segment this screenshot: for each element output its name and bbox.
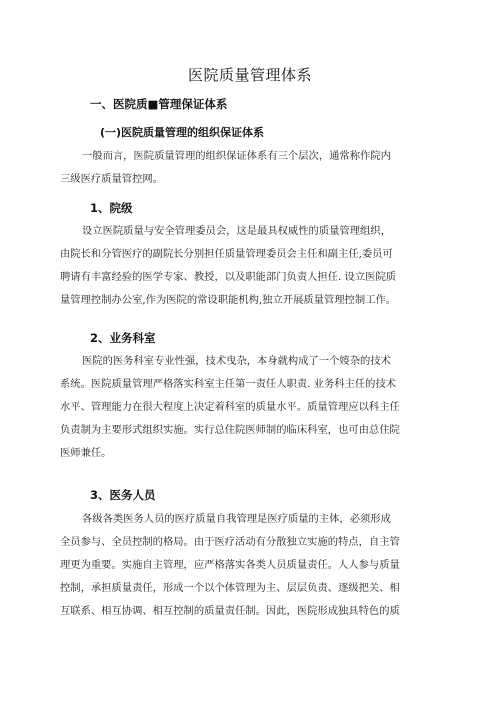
intro-paragraph [60,145,438,191]
paragraph-line: 理更为重要。实施自主管理，应严格落实各类人员质量责任。人人参与质量 [60,559,400,571]
paragraph-line: 医院的医务科室专业性强，技术曳杂，本身就构成了一个㛮杂的技术 [82,355,391,367]
paragraph-line: 医师兼任。 [60,447,112,459]
heading-hospital-level: 1、院级 [90,201,133,215]
paragraph-line: 互联系、相互协调、相互控制的质量责任制。因此，医院形成独具特色的质 [60,605,400,617]
hospital-level-paragraph [60,220,438,312]
paragraph-line: 量管理控制办公室,作为医院的常设职能机构,独立开展质量管理控制工作。 [60,294,397,306]
section-heading: 一、医院质■管理保证体系 [90,97,228,111]
paragraph-line: 水平、管理能力在很大程度上决定着科室的质量水平。质量管理应以科主任 [60,401,400,413]
paragraph-line: 系统。医院质量管理严格落实科室主任第一责任人职责. 业务科主任的技术 [60,378,397,390]
paragraph-line: 负责制为主要形式组织实施。实行总住院医师制的临床科室，也可由总住院 [60,424,400,436]
department-level-paragraph [60,350,438,465]
paragraph-line: 各级各类医务人员的医疗质量自我管理是医疗质量的主体，必须形成 [82,513,391,525]
paragraph-line: 控制，承担质量责任，形成一个以个体管理为主、层层负责、逐级把关、相 [60,582,400,594]
paragraph-line: 全员参与、全员控制的格局。由于医疗活动有分散独立实施的特点，自主管 [60,536,400,548]
document-title: 医院质量管理体系 [187,66,312,84]
heading-staff-level: 3、医务人员 [90,488,156,502]
paragraph-line: 一般而言，医院质量管理的组织保证体系有三个层次，通常称作院内 [82,150,391,162]
subsection-heading: (一)医院质量管理的组织保证体系 [100,126,265,139]
paragraph-line: 由院长和分管医疗的副院长分别担任质量管理委员会主任和副主任,委员可 [60,248,393,260]
paragraph-line: 聘请有丰富经验的医学专家、教授，以及职能部门负责人担任. 设立医院质 [60,271,397,283]
staff-level-paragraph [60,508,438,623]
paragraph-line: 设立医院质量与安全管理委员会，这是最具权威性的质量管理组织， [82,225,391,237]
paragraph-line: 三级医疗质量管控网。 [60,173,163,185]
heading-department-level: 2、业务科室 [90,331,156,345]
